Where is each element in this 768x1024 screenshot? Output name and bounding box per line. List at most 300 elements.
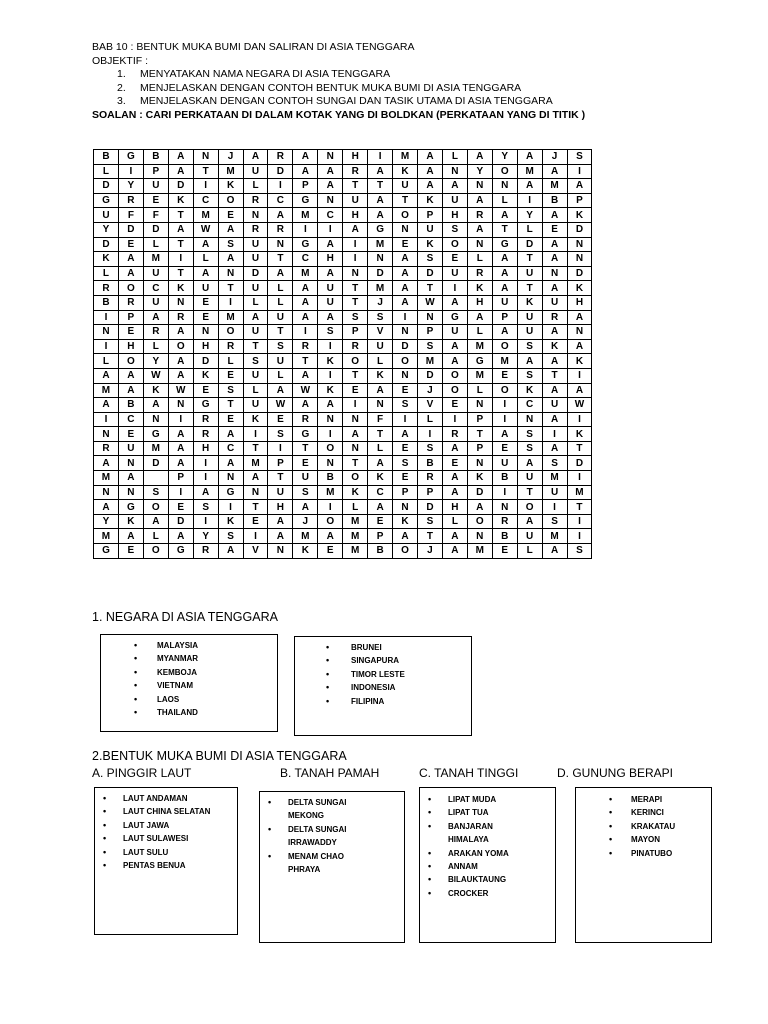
grid-cell: T: [492, 222, 517, 237]
grid-cell: H: [193, 339, 218, 354]
grid-cell: O: [343, 354, 368, 369]
grid-cell: N: [318, 412, 343, 427]
grid-cell: M: [143, 441, 168, 456]
grid-cell: P: [417, 208, 442, 223]
list-item: • BILAUKTAUNG: [420, 873, 555, 886]
list-item: • PINATUBO: [576, 847, 711, 860]
grid-cell: I: [368, 150, 393, 165]
grid-cell: L: [94, 354, 119, 369]
grid-cell: O: [393, 354, 418, 369]
grid-cell: L: [243, 383, 268, 398]
list-item: • INDONESIA: [295, 681, 471, 694]
grid-cell: M: [492, 354, 517, 369]
grid-cell: A: [393, 252, 418, 267]
grid-cell: L: [268, 295, 293, 310]
grid-cell: N: [567, 325, 592, 340]
grid-cell: P: [118, 310, 143, 325]
grid-cell: E: [393, 471, 418, 486]
grid-cell: O: [218, 193, 243, 208]
grid-cell: H: [442, 208, 467, 223]
grid-cell: R: [293, 412, 318, 427]
grid-cell: D: [517, 237, 542, 252]
grid-cell: E: [193, 310, 218, 325]
grid-cell: K: [368, 368, 393, 383]
grid-cell: N: [268, 544, 293, 559]
grid-cell: A: [168, 368, 193, 383]
grid-cell: N: [467, 456, 492, 471]
grid-cell: A: [368, 193, 393, 208]
objective-number: 3.: [117, 95, 126, 107]
grid-cell: U: [318, 281, 343, 296]
grid-cell: A: [417, 164, 442, 179]
grid-cell: A: [492, 252, 517, 267]
list-item: • LAUT SULAWESI: [95, 832, 237, 845]
grid-cell: A: [94, 500, 119, 515]
grid-cell: M: [368, 237, 393, 252]
grid-cell: N: [318, 456, 343, 471]
objective-number: 1.: [117, 68, 126, 80]
grid-cell: U: [143, 179, 168, 194]
grid-cell: S: [417, 252, 442, 267]
grid-cell: L: [94, 266, 119, 281]
grid-cell: P: [417, 325, 442, 340]
grid-cell: R: [143, 325, 168, 340]
grid-cell: Y: [193, 529, 218, 544]
grid-row: [94, 281, 592, 296]
grid-cell: N: [542, 266, 567, 281]
grid-cell: L: [193, 252, 218, 267]
grid-cell: L: [143, 529, 168, 544]
list-item: • KRAKATAU: [576, 820, 711, 833]
grid-cell: D: [393, 339, 418, 354]
grid-cell: G: [442, 310, 467, 325]
grid-cell: A: [393, 427, 418, 442]
grid-cell: A: [94, 456, 119, 471]
grid-cell: S: [293, 485, 318, 500]
grid-cell: I: [193, 456, 218, 471]
grid-cell: L: [492, 193, 517, 208]
grid-cell: A: [168, 456, 193, 471]
grid-cell: J: [293, 514, 318, 529]
grid-cell: A: [567, 339, 592, 354]
grid-cell: A: [293, 398, 318, 413]
grid-cell: I: [94, 310, 119, 325]
grid-cell: M: [368, 281, 393, 296]
grid-cell: E: [293, 456, 318, 471]
grid-row: [94, 193, 592, 208]
grid-cell: U: [143, 295, 168, 310]
grid-cell: N: [492, 179, 517, 194]
grid-row: [94, 339, 592, 354]
grid-cell: A: [442, 529, 467, 544]
grid-cell: K: [417, 193, 442, 208]
grid-cell: D: [168, 179, 193, 194]
grid-cell: U: [94, 208, 119, 223]
grid-cell: I: [318, 500, 343, 515]
list-item: • LIPAT TUA: [420, 806, 555, 819]
grid-cell: E: [218, 368, 243, 383]
grid-cell: I: [318, 427, 343, 442]
grid-cell: I: [567, 529, 592, 544]
grid-cell: L: [442, 514, 467, 529]
grid-cell: H: [318, 252, 343, 267]
grid-cell: D: [94, 179, 119, 194]
grid-cell: T: [467, 427, 492, 442]
grid-cell: H: [268, 500, 293, 515]
grid-cell: T: [243, 441, 268, 456]
grid-cell: I: [318, 339, 343, 354]
grid-cell: R: [343, 164, 368, 179]
grid-cell: T: [417, 529, 442, 544]
grid-cell: G: [143, 427, 168, 442]
list-item: • MALAYSIA: [101, 639, 277, 652]
grid-cell: R: [492, 514, 517, 529]
grid-cell: N: [318, 150, 343, 165]
grid-cell: P: [467, 412, 492, 427]
grid-cell: R: [94, 441, 119, 456]
grid-cell: T: [393, 193, 418, 208]
grid-cell: L: [143, 339, 168, 354]
grid-cell: L: [218, 354, 243, 369]
grid-cell: E: [368, 514, 393, 529]
grid-cell: R: [118, 193, 143, 208]
grid-cell: U: [517, 266, 542, 281]
category-label-gunung-berapi: D. GUNUNG BERAPI: [557, 766, 674, 780]
grid-cell: U: [492, 295, 517, 310]
grid-cell: P: [143, 164, 168, 179]
grid-cell: L: [368, 441, 393, 456]
grid-row: [94, 500, 592, 515]
grid-cell: M: [293, 208, 318, 223]
grid-cell: D: [143, 222, 168, 237]
country-list-box-1: [100, 634, 278, 732]
grid-cell: K: [293, 544, 318, 559]
grid-cell: B: [118, 398, 143, 413]
grid-cell: A: [168, 354, 193, 369]
grid-cell: A: [542, 281, 567, 296]
grid-cell: A: [467, 193, 492, 208]
grid-cell: A: [442, 544, 467, 559]
grid-cell: A: [467, 310, 492, 325]
grid-cell: M: [517, 164, 542, 179]
grid-cell: B: [542, 193, 567, 208]
grid-cell: O: [118, 281, 143, 296]
grid-cell: I: [268, 441, 293, 456]
grid-cell: I: [542, 427, 567, 442]
grid-cell: R: [467, 266, 492, 281]
grid-cell: I: [218, 295, 243, 310]
grid-cell: I: [567, 368, 592, 383]
grid-cell: A: [168, 164, 193, 179]
grid-cell: C: [193, 193, 218, 208]
grid-cell: A: [268, 383, 293, 398]
list-item: • MAYON: [576, 833, 711, 846]
grid-cell: A: [442, 179, 467, 194]
grid-cell: C: [218, 441, 243, 456]
country-list-box-2: [294, 636, 472, 736]
grid-cell: M: [542, 179, 567, 194]
grid-cell: U: [243, 281, 268, 296]
grid-cell: R: [168, 310, 193, 325]
grid-cell: I: [343, 398, 368, 413]
objective-text: MENYATAKAN NAMA NEGARA DI ASIA TENGGARA: [140, 68, 391, 80]
grid-cell: I: [168, 412, 193, 427]
grid-cell: L: [143, 237, 168, 252]
grid-cell: A: [168, 325, 193, 340]
grid-row: [94, 266, 592, 281]
grid-cell: P: [567, 193, 592, 208]
grid-cell: T: [567, 441, 592, 456]
grid-cell: R: [343, 339, 368, 354]
grid-cell: C: [268, 193, 293, 208]
grid-cell: S: [218, 237, 243, 252]
grid-cell: O: [442, 383, 467, 398]
grid-cell: A: [517, 179, 542, 194]
grid-row: [94, 208, 592, 223]
grid-cell: E: [168, 500, 193, 515]
grid-cell: C: [368, 485, 393, 500]
grid-cell: A: [143, 398, 168, 413]
category-label-pinggir-laut: A. PINGGIR LAUT: [92, 766, 192, 780]
grid-cell: H: [343, 208, 368, 223]
grid-cell: G: [293, 193, 318, 208]
grid-cell: R: [467, 208, 492, 223]
grid-cell: T: [243, 500, 268, 515]
grid-cell: S: [567, 544, 592, 559]
word-search-grid: [93, 149, 592, 559]
grid-cell: A: [94, 398, 119, 413]
grid-cell: K: [467, 471, 492, 486]
grid-cell: K: [517, 383, 542, 398]
grid-cell: N: [492, 500, 517, 515]
grid-cell: S: [517, 368, 542, 383]
grid-cell: A: [417, 179, 442, 194]
grid-cell: T: [567, 500, 592, 515]
grid-cell: J: [417, 383, 442, 398]
grid-cell: E: [542, 222, 567, 237]
grid-cell: U: [343, 193, 368, 208]
grid-cell: I: [293, 222, 318, 237]
grid-cell: A: [368, 500, 393, 515]
grid-cell: A: [542, 237, 567, 252]
list-item: • LAUT ANDAMAN: [95, 792, 237, 805]
grid-cell: A: [517, 150, 542, 165]
grid-cell: D: [118, 222, 143, 237]
grid-cell: E: [193, 295, 218, 310]
grid-cell: A: [467, 500, 492, 515]
grid-cell: S: [393, 398, 418, 413]
grid-cell: W: [143, 368, 168, 383]
grid-cell: I: [268, 179, 293, 194]
grid-cell: C: [318, 208, 343, 223]
grid-cell: K: [243, 412, 268, 427]
grid-cell: E: [318, 544, 343, 559]
grid-cell: N: [467, 529, 492, 544]
list-item: • MERAPI: [576, 793, 711, 806]
grid-cell: N: [517, 412, 542, 427]
grid-cell: D: [417, 368, 442, 383]
grid-cell: K: [143, 383, 168, 398]
grid-cell: E: [218, 412, 243, 427]
grid-cell: L: [368, 354, 393, 369]
grid-cell: P: [467, 441, 492, 456]
grid-cell: E: [343, 383, 368, 398]
grid-cell: T: [268, 252, 293, 267]
grid-cell: A: [368, 456, 393, 471]
grid-cell: N: [168, 398, 193, 413]
grid-cell: Y: [118, 179, 143, 194]
grid-cell: S: [218, 383, 243, 398]
grid-cell: L: [517, 222, 542, 237]
grid-cell: A: [118, 383, 143, 398]
grid-cell: E: [393, 237, 418, 252]
grid-cell: D: [567, 266, 592, 281]
grid-cell: A: [318, 164, 343, 179]
grid-cell: A: [243, 471, 268, 486]
grid-cell: E: [393, 441, 418, 456]
grid-cell: A: [492, 266, 517, 281]
grid-cell: A: [193, 237, 218, 252]
grid-cell: A: [467, 222, 492, 237]
grid-cell: N: [567, 252, 592, 267]
grid-cell: O: [492, 383, 517, 398]
grid-cell: P: [492, 310, 517, 325]
grid-cell: A: [318, 310, 343, 325]
grid-cell: N: [467, 179, 492, 194]
list-item: • PENTAS BENUA: [95, 859, 237, 872]
grid-cell: N: [343, 441, 368, 456]
grid-cell: U: [118, 441, 143, 456]
grid-cell: T: [268, 471, 293, 486]
grid-cell: S: [517, 427, 542, 442]
grid-cell: A: [567, 310, 592, 325]
grid-cell: E: [118, 544, 143, 559]
grid-cell: E: [118, 237, 143, 252]
grid-cell: M: [218, 164, 243, 179]
list-item: • MYANMAR: [101, 652, 277, 665]
grid-cell: U: [517, 310, 542, 325]
grid-cell: A: [442, 441, 467, 456]
grid-cell: K: [318, 354, 343, 369]
grid-cell: E: [118, 325, 143, 340]
grid-cell: T: [517, 281, 542, 296]
grid-cell: E: [268, 412, 293, 427]
grid-cell: S: [542, 514, 567, 529]
grid-cell: U: [393, 179, 418, 194]
grid-cell: R: [243, 222, 268, 237]
grid-cell: K: [168, 281, 193, 296]
grid-cell: M: [193, 208, 218, 223]
grid-cell: W: [268, 398, 293, 413]
grid-cell: R: [442, 427, 467, 442]
grid-cell: S: [268, 339, 293, 354]
grid-cell: I: [492, 485, 517, 500]
grid-row: [94, 164, 592, 179]
grid-cell: R: [118, 295, 143, 310]
grid-cell: M: [293, 529, 318, 544]
list-item: • MENAM CHAO PHRAYA: [260, 850, 404, 877]
grid-cell: U: [268, 354, 293, 369]
grid-cell: B: [318, 471, 343, 486]
list-item: • LIPAT MUDA: [420, 793, 555, 806]
grid-cell: A: [218, 544, 243, 559]
grid-cell: A: [492, 208, 517, 223]
grid-cell: Y: [94, 222, 119, 237]
grid-cell: V: [243, 544, 268, 559]
grid-cell: E: [442, 252, 467, 267]
grid-cell: L: [517, 544, 542, 559]
grid-cell: J: [417, 544, 442, 559]
grid-cell: T: [168, 208, 193, 223]
grid-cell: A: [218, 427, 243, 442]
grid-cell: A: [368, 208, 393, 223]
grid-cell: U: [318, 295, 343, 310]
grid-cell: T: [243, 339, 268, 354]
grid-cell: K: [567, 354, 592, 369]
grid-cell: M: [343, 544, 368, 559]
grid-cell: A: [567, 383, 592, 398]
list-item: • LAUT JAWA: [95, 819, 237, 832]
grid-row: [94, 179, 592, 194]
gunung-berapi-box: [575, 787, 712, 943]
grid-cell: A: [193, 485, 218, 500]
grid-cell: L: [343, 500, 368, 515]
grid-cell: T: [368, 179, 393, 194]
grid-cell: A: [542, 208, 567, 223]
grid-cell: A: [442, 295, 467, 310]
grid-cell: M: [467, 544, 492, 559]
grid-cell: S: [143, 485, 168, 500]
grid-cell: E: [492, 544, 517, 559]
grid-cell: U: [243, 237, 268, 252]
grid-row: [94, 544, 592, 559]
objective-text: MENJELASKAN DENGAN CONTOH SUNGAI DAN TASIK UTAMA DI ASIA TENGGARA: [140, 95, 553, 107]
grid-cell: A: [293, 295, 318, 310]
grid-cell: I: [193, 514, 218, 529]
grid-row: [94, 150, 592, 165]
grid-cell: U: [542, 398, 567, 413]
grid-cell: M: [417, 354, 442, 369]
grid-cell: S: [517, 441, 542, 456]
grid-row: [94, 485, 592, 500]
grid-cell: R: [193, 427, 218, 442]
grid-cell: W: [567, 398, 592, 413]
grid-cell: U: [542, 295, 567, 310]
list-item: • KEMBOJA: [101, 666, 277, 679]
grid-cell: N: [193, 325, 218, 340]
grid-cell: R: [417, 471, 442, 486]
grid-cell: T: [368, 427, 393, 442]
grid-cell: I: [417, 427, 442, 442]
grid-cell: L: [467, 325, 492, 340]
grid-cell: G: [368, 222, 393, 237]
grid-cell: K: [542, 339, 567, 354]
grid-cell: E: [118, 427, 143, 442]
objective-item: [92, 68, 585, 82]
grid-cell: W: [293, 383, 318, 398]
grid-cell: U: [417, 222, 442, 237]
grid-cell: A: [442, 339, 467, 354]
grid-cell: K: [218, 179, 243, 194]
grid-cell: E: [193, 383, 218, 398]
grid-cell: A: [318, 237, 343, 252]
grid-cell: A: [218, 456, 243, 471]
grid-cell: A: [293, 500, 318, 515]
grid-cell: S: [193, 500, 218, 515]
grid-cell: N: [467, 237, 492, 252]
grid-cell: A: [343, 427, 368, 442]
grid-cell: D: [143, 456, 168, 471]
